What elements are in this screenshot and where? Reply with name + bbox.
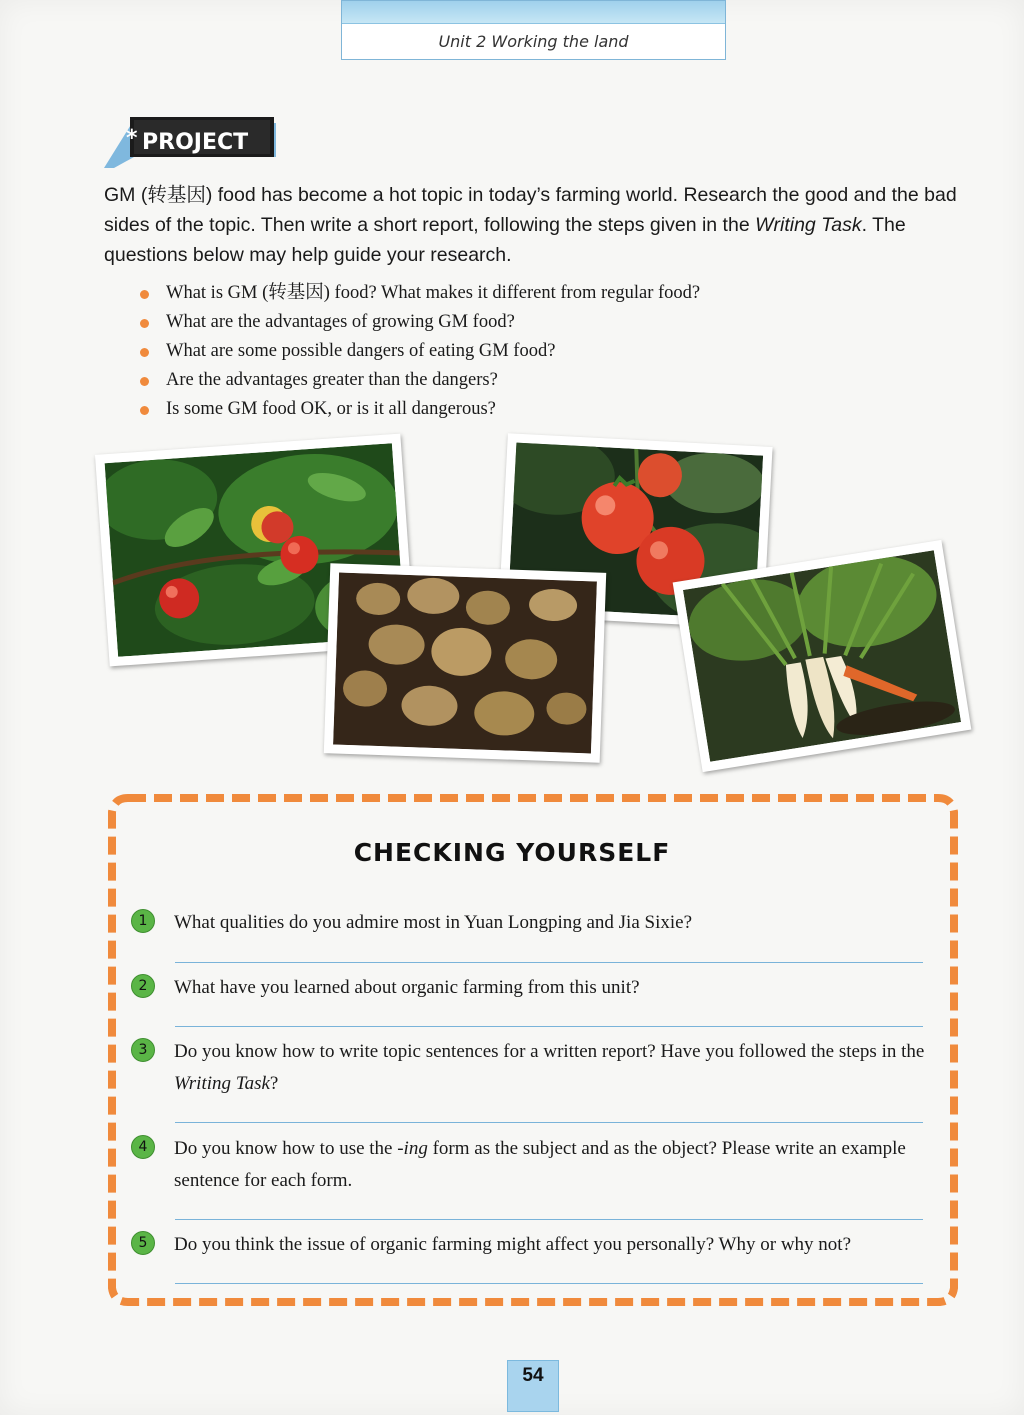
question-text-part: ? — [269, 1073, 279, 1094]
bullet-text: What are the advantages of growing GM food? — [166, 312, 515, 332]
question-number-badge: 1 — [131, 909, 155, 933]
answer-line[interactable] — [175, 1026, 923, 1027]
bullet-dot-icon — [140, 319, 149, 328]
unit-title: Unit 2 Working the land — [438, 32, 629, 51]
list-item — [138, 395, 700, 424]
question-text — [174, 1036, 944, 1100]
page-number: 54 — [507, 1360, 559, 1412]
unit-header — [341, 0, 726, 60]
question-text: Do you think the issue of organic farming might affect you personally? Why or why not? — [174, 1234, 851, 1255]
intro-paragraph — [104, 180, 974, 270]
checking-yourself-title: CHECKING YOURSELF — [353, 838, 671, 867]
question-number-badge: 5 — [131, 1231, 155, 1255]
list-item — [138, 366, 700, 395]
intro-emphasis: Writing Task — [755, 214, 862, 236]
list-item — [138, 279, 700, 308]
research-questions — [138, 279, 700, 424]
answer-line[interactable] — [175, 1219, 923, 1220]
bullet-text: What are some possible dangers of eating GM food? — [166, 341, 556, 361]
question-text — [174, 1133, 944, 1197]
question-text: What have you learned about organic farming from this unit? — [174, 977, 640, 998]
bullet-dot-icon — [140, 290, 149, 299]
question-number-badge: 4 — [131, 1135, 155, 1159]
question-text-part: form as the subject and as the object? Please write an example sentence for each form. — [174, 1138, 906, 1191]
question-number-badge: 2 — [131, 974, 155, 998]
project-label: PROJECT — [142, 130, 249, 155]
intro-text-end: . The questions below may help guide your research. — [104, 214, 906, 266]
question-text: What qualities do you admire most in Yuan Longping and Jia Sixie? — [174, 912, 693, 933]
bullet-dot-icon — [140, 406, 149, 415]
bullet-dot-icon — [140, 377, 149, 386]
answer-line[interactable] — [175, 1122, 923, 1123]
project-tag — [104, 117, 276, 168]
header-band — [342, 1, 725, 24]
answer-line[interactable] — [175, 1283, 923, 1284]
photo-potatoes — [324, 563, 606, 763]
question-text-part: Do you know how to write topic sentences for a written report? Have you followed the steps in the — [174, 1041, 925, 1062]
question-number-badge: 3 — [131, 1038, 155, 1062]
bullet-text: What is GM (转基因) food? What makes it different from regular food? — [166, 283, 701, 303]
question-text-part: Do you know how to use the — [174, 1138, 398, 1159]
bullet-dot-icon — [140, 348, 149, 357]
answer-line[interactable] — [175, 962, 923, 963]
question-emphasis: -ing — [397, 1138, 428, 1159]
list-item — [138, 308, 700, 337]
bullet-text: Are the advantages greater than the dangers? — [166, 370, 498, 390]
list-item — [138, 337, 700, 366]
bullet-text: Is some GM food OK, or is it all dangerous? — [166, 399, 496, 419]
question-emphasis: Writing Task — [174, 1073, 270, 1094]
intro-text: GM (转基因) food has become a hot topic in today’s farming world. Research the good and the bad sides of the topic. Then write a short report, following the steps given in the — [104, 184, 957, 236]
svg-text:*: * — [126, 126, 138, 151]
